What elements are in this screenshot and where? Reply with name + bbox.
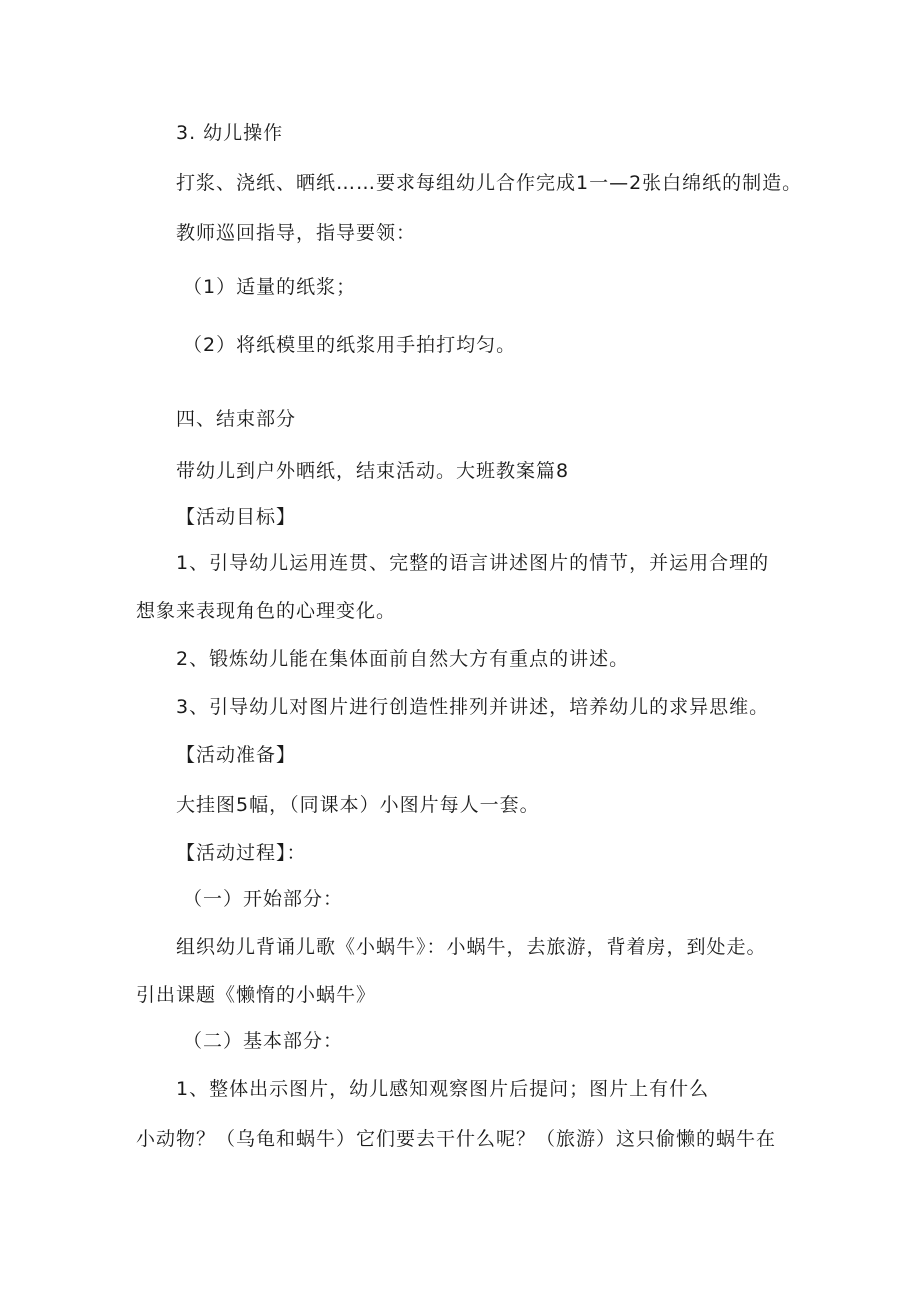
paragraph-line: 引出课题《懒惰的小蜗牛》 <box>136 984 377 1006</box>
paragraph-line: 打浆、浇纸、晒纸……要求每组幼儿合作完成1一—2张白绵纸的制造。 <box>176 172 803 194</box>
paragraph-line: 2、锻炼幼儿能在集体面前自然大方有重点的讲述。 <box>176 648 630 670</box>
paragraph-line: 1、引导幼儿运用连贯、完整的语言讲述图片的情节，并运用合理的 <box>176 552 770 574</box>
paragraph-line: 组织幼儿背诵儿歌《小蜗牛》：小蜗牛，去旅游，背着房，到处走。 <box>176 936 767 958</box>
paragraph-line: 1、整体出示图片，幼儿感知观察图片后提问；图片上有什么 <box>176 1078 710 1100</box>
paragraph-line: 3、引导幼儿对图片进行创造性排列并讲述，培养幼儿的求异思维。 <box>176 696 770 718</box>
section-heading: 【活动过程】： <box>176 842 307 864</box>
paragraph-line: 小动物？（乌龟和蜗牛）它们要去干什么呢？（旅游）这只偷懒的蜗牛在 <box>136 1128 777 1150</box>
subsection-heading: （一）开始部分： <box>183 888 344 910</box>
paragraph-line: 教师巡回指导，指导要领： <box>176 222 417 244</box>
step-heading: 3. 幼儿操作 <box>176 122 284 144</box>
section-heading: 【活动目标】 <box>176 506 297 528</box>
section-heading: 【活动准备】 <box>176 744 297 766</box>
list-item: （1）适量的纸浆； <box>183 276 357 298</box>
list-item: （2）将纸模里的纸浆用手拍打均匀。 <box>183 334 517 356</box>
paragraph-line: 带幼儿到户外晒纸，结束活动。大班教案篇8 <box>176 460 570 482</box>
section-heading: 四、结束部分 <box>176 408 297 430</box>
paragraph-line: 大挂图5幅，（同课本）小图片每人一套。 <box>176 794 540 816</box>
paragraph-line: 想象来表现角色的心理变化。 <box>136 600 397 622</box>
subsection-heading: （二）基本部分： <box>183 1030 344 1052</box>
